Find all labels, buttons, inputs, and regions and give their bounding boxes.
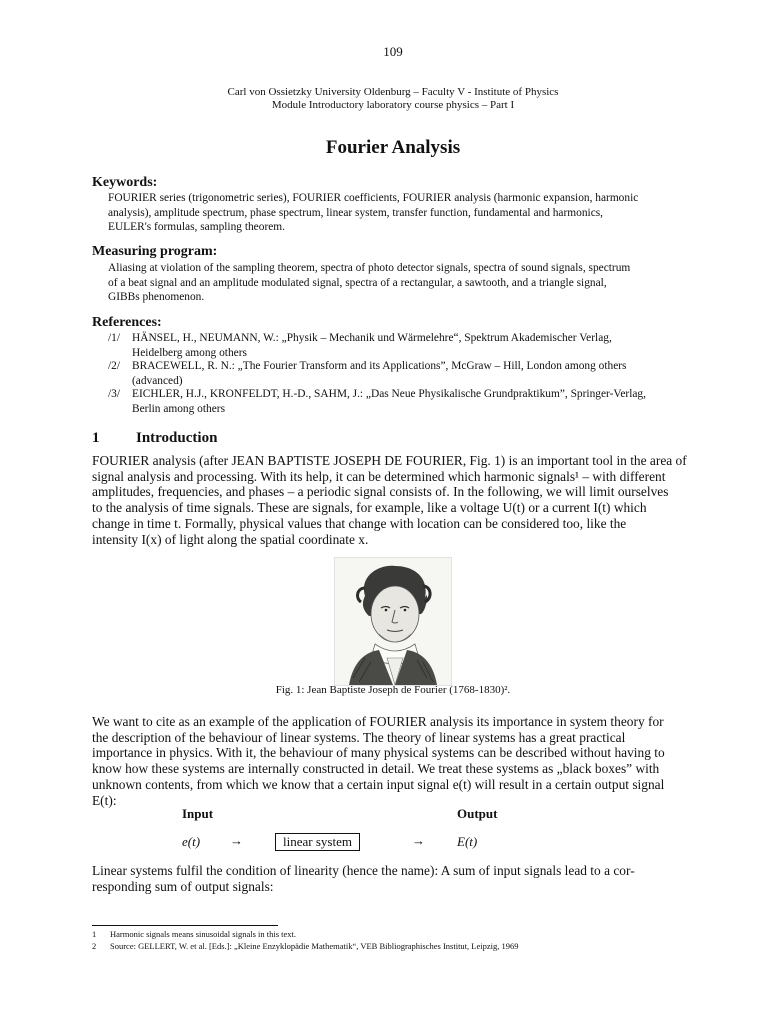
measuring-line: of a beat signal and an amplitude modulated signal, spectra of a rectangular, a sawtooth, and a triangle signal, <box>108 276 607 289</box>
footnote-divider <box>92 925 278 926</box>
output-signal: E(t) <box>457 834 478 849</box>
keywords-line: FOURIER series (trigonometric series), FOURIER coefficients, FOURIER analysis (harmonic expansion, harmonic <box>108 192 639 204</box>
paragraph-line: amplitudes, frequencies, and phases – a periodic signal consists of. In the following, we will limit ourselves <box>92 484 669 500</box>
paragraph-line: change in time t. Formally, physical values that change with location can be considered too, like the <box>92 515 627 531</box>
output-label: Output <box>457 806 498 821</box>
footnote-number: 1 <box>92 929 97 939</box>
paragraph-line: unknown contents, from which we know that a certain input signal e(t) will result in a certain output signal <box>92 776 665 792</box>
paragraph-line: know how these systems are internally constructed in detail. We treat these systems as „black boxes” with <box>92 761 660 777</box>
reference-text: EICHLER, H.J., KRONFELDT, H.-D., SAHM, J.: „Das Neue Physikalische Grundpraktikum”, Springer-Verlag, <box>132 388 646 400</box>
arrow-right-icon: → <box>230 833 243 848</box>
keywords-line: analysis), amplitude spectrum, phase spectrum, linear system, transfer function, fundamental and harmonics, <box>108 206 604 219</box>
intro-paragraph <box>92 453 694 547</box>
footnote-number: 2 <box>92 941 97 951</box>
header-module: Module Introductory laboratory course physics – Part I <box>271 99 515 111</box>
reference-text: BRACEWELL, R. N.: „The Fourier Transform and its Applications”, McGraw – Hill, London among others <box>132 360 627 372</box>
keywords-line: EULER's formulas, sampling theorem. <box>108 221 285 233</box>
measuring-line: Aliasing at violation of the sampling theorem, spectra of photo detector signals, spectra of sound signals, spectrum <box>108 262 631 274</box>
references-heading: References: <box>92 315 162 330</box>
keywords-text <box>108 191 694 235</box>
paragraph-line: to the analysis of time signals. These are signals, for example, like a voltage U(t) or a current I(t) which <box>92 500 647 516</box>
paragraph-line: responding sum of output signals: <box>92 878 274 894</box>
input-signal: e(t) <box>182 834 201 849</box>
fourier-portrait <box>334 557 452 686</box>
paragraph-line: intensity I(x) of light along the spatial coordinate x. <box>92 531 369 547</box>
footnote-text: Harmonic signals means sinusoidal signals in this text. <box>110 929 297 939</box>
measuring-program-text <box>108 261 694 305</box>
reference-text: (advanced) <box>132 374 183 387</box>
header-institution: Carl von Ossietzky University Oldenburg – Faculty V - Institute of Physics <box>227 86 559 98</box>
reference-item <box>108 359 694 388</box>
system-theory-paragraph <box>92 714 694 808</box>
reference-text: Berlin among others <box>132 402 226 415</box>
input-label: Input <box>182 806 214 821</box>
linear-system-box: linear system <box>275 833 360 851</box>
reference-number: /2/ <box>108 360 121 372</box>
paragraph-line: the description of the behaviour of linear systems. The theory of linear systems has a great practical <box>92 729 626 745</box>
measuring-line: GIBBs phenomenon. <box>108 291 205 303</box>
figure-caption: Fig. 1: Jean Baptiste Joseph de Fourier (1768-1830)². <box>275 684 511 696</box>
reference-item <box>108 387 694 416</box>
measuring-program-heading: Measuring program: <box>92 244 218 259</box>
footnote-text: Source: GELLERT, W. et al. [Eds.]: „Kleine Enzyklopädie Mathematik“, VEB Bibliographisches Institut, Leipzig, 1969 <box>110 941 519 951</box>
arrow-right-icon: → <box>412 833 425 848</box>
paragraph-line: FOURIER analysis (after JEAN BAPTISTE JOSEPH DE FOURIER, Fig. 1) is an important tool in the area of <box>92 453 687 468</box>
reference-text: HÄNSEL, H., NEUMANN, W.: „Physik – Mechanik und Wärmelehre“, Spektrum Akademischer Verlag, <box>132 332 612 344</box>
reference-number: /1/ <box>108 332 121 344</box>
paragraph-line: E(t): <box>92 792 117 808</box>
reference-item <box>108 331 694 360</box>
keywords-heading: Keywords: <box>92 175 158 190</box>
page-title: Fourier Analysis <box>325 137 461 158</box>
paragraph-line: signal analysis and processing. With its help, it can be determined which harmonic signals¹ – with different <box>92 468 666 484</box>
footnote <box>92 929 712 940</box>
paragraph-line: Linear systems fulfil the condition of linearity (hence the name): A sum of input signals lead to a cor- <box>92 863 635 878</box>
page-number: 109 <box>383 44 403 59</box>
paragraph-line: We want to cite as an example of the application of FOURIER analysis its importance in system theory for <box>92 714 664 729</box>
footnote <box>92 941 712 952</box>
paragraph-line: importance in physics. With it, the behaviour of many physical systems can be described without having to <box>92 745 665 761</box>
section-number: 1 <box>92 430 100 446</box>
section-title: Introduction <box>136 430 218 446</box>
section-heading <box>92 430 217 447</box>
linearity-paragraph <box>92 863 694 894</box>
portrait-drawing <box>335 558 451 685</box>
reference-number: /3/ <box>108 388 121 400</box>
reference-text: Heidelberg among others <box>132 346 247 359</box>
